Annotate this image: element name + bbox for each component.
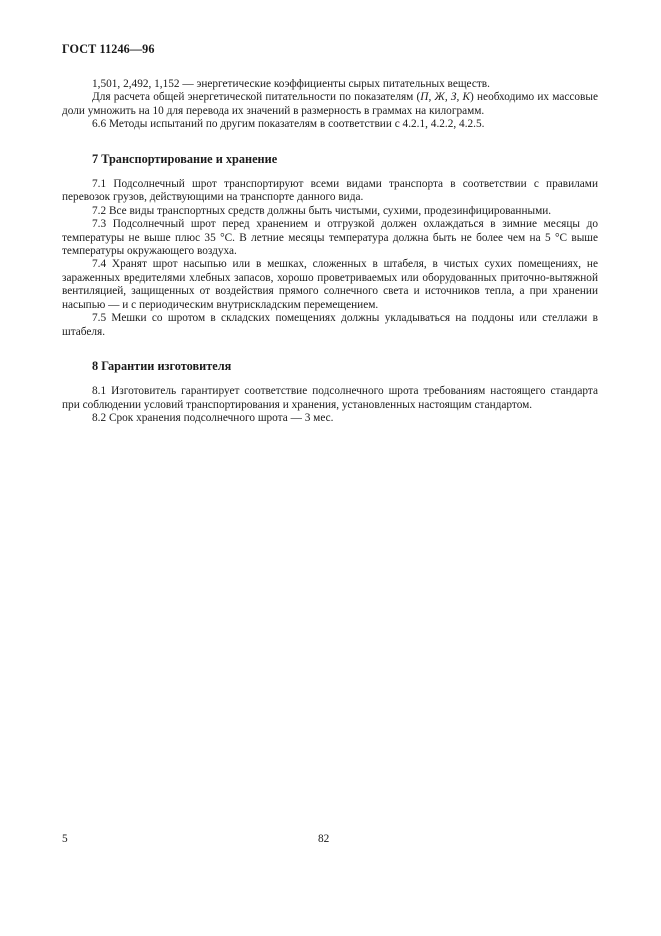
sheet-number: 82	[318, 833, 330, 845]
energy-calc-text-after: ) необходимо их массовые доли умножить на 10 для перевода их значений в размерность в граммах на килограмм.	[62, 91, 598, 117]
document-header: ГОСТ 11246—96	[62, 42, 155, 56]
section-8-paragraph-2: 8.2 Срок хранения подсолнечного шрота — 3 мес.	[92, 412, 334, 425]
intro-paragraph-energy-calc	[62, 91, 598, 118]
energy-calc-text-before: Для расчета общей энергетической питательности по показателям (	[92, 91, 421, 104]
intro-paragraph-test-methods: 6.6 Методы испытаний по другим показателям в соответствии с 4.2.1, 4.2.2, 4.2.5.	[92, 118, 485, 131]
section-7-paragraph-4: 7.4 Хранят шрот насыпью или в мешках, сложенных в штабеля, в чистых сухих помещениях, не зараженных вредителями хлебных запасов, хорошо проветриваемых или оборудованных приточно-вытяжной вентиляцией, защищенных от воздействия прямого солнечного света и источников тепла, а при хранении насыпью — и с периодическим внутрискладским перемещением.	[62, 258, 598, 311]
section-8-paragraph-1: 8.1 Изготовитель гарантирует соответствие подсолнечного шрота требованиям настоящего стандарта при соблюдении условий транспортирования и хранения, установленных настоящим стандартом.	[62, 385, 598, 411]
section-7-paragraph-5: 7.5 Мешки со шротом в складских помещениях должны укладываться на поддоны или стеллажи в штабеля.	[62, 312, 598, 338]
section-8-title: 8 Гарантии изготовителя	[92, 358, 232, 373]
section-7-paragraph-1: 7.1 Подсолнечный шрот транспортируют всеми видами транспорта в соответствии с правилами перевозок грузов, действующими на транспорте данного вида.	[62, 178, 598, 204]
document-body	[62, 78, 598, 426]
intro-paragraph-coefficients: 1,501, 2,492, 1,152 — энергетические коэффициенты сырых питательных веществ.	[92, 78, 490, 90]
page-number: 5	[62, 833, 68, 845]
section-7-paragraph-2: 7.2 Все виды транспортных средств должны быть чистыми, сухими, продезинфицированными.	[92, 204, 552, 217]
section-7-title: 7 Транспортирование и хранение	[92, 151, 278, 166]
section-7-paragraph-3: 7.3 Подсолнечный шрот перед хранением и отгрузкой должен охлаждаться в зимние месяцы до температуры не выше плюс 35 °С. В летние месяцы температура должна быть не более чем на 5 °С выше температуры окружающего воздуха.	[62, 218, 598, 258]
energy-calc-indicators: П, Ж, З, К	[420, 91, 471, 104]
